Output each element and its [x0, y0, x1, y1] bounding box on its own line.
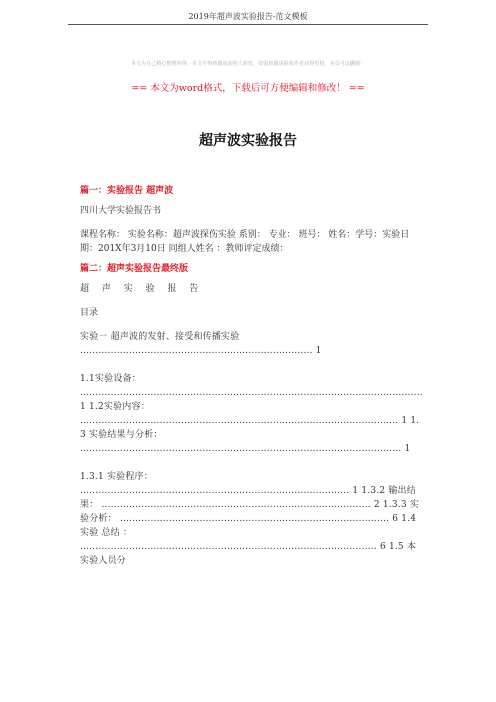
page-header-title: 2019年超声波实验报告-范文模板 [188, 12, 308, 21]
toc-heading: 目录 [80, 308, 99, 318]
header-divider [68, 24, 428, 25]
toc-entry-1: 实验一 超声波的发射、接受和传播实验 ............................................................................ 1 [80, 332, 322, 356]
section1-line1: 四川大学实验报告书 [80, 206, 162, 216]
word-format-notice: == 本文为word格式，下载后可方便编辑和修改！ == [131, 83, 365, 94]
document-title: 超声波实验报告 [199, 133, 297, 149]
document-body [80, 184, 423, 568]
section2-heading: 篇二：超声实验报告最终版 [80, 264, 189, 274]
disclaimer-text: 本文为自己精心整理所得，本文不得转载或向他人转发，如需转载请联系作者获得授权，本页可以删除！ [130, 61, 366, 67]
section1-heading: 篇一：实验报告 超声波 [80, 186, 174, 196]
section2-line1: 超 声 实 验 报 告 [80, 284, 204, 294]
section1-line2: 课程名称： 实验名称：超声波探伤实验 系别： 专业： 班号： 姓名：学号：实验日期：201X年3月10日 同组人姓名 ：教师评定成绩： [80, 230, 410, 254]
toc-entry-3: 1.3.1 实验程序： ........................................................................................ 1 1.3.2 输出结果： ........................................................................................ 2 1.3.3 实验分析： ........................................................................................ 6 1.4 实验 总结 ： ................................................................................................. 6 1.5 本实验人员分 [80, 472, 420, 566]
toc-entry-2: 1.1实验设备： ................................................................................................................ 1 1.2实验内容： ........................................................................................................ 1 1.3 实验结果与分析： ......................................................................................................... 1 [80, 374, 423, 454]
